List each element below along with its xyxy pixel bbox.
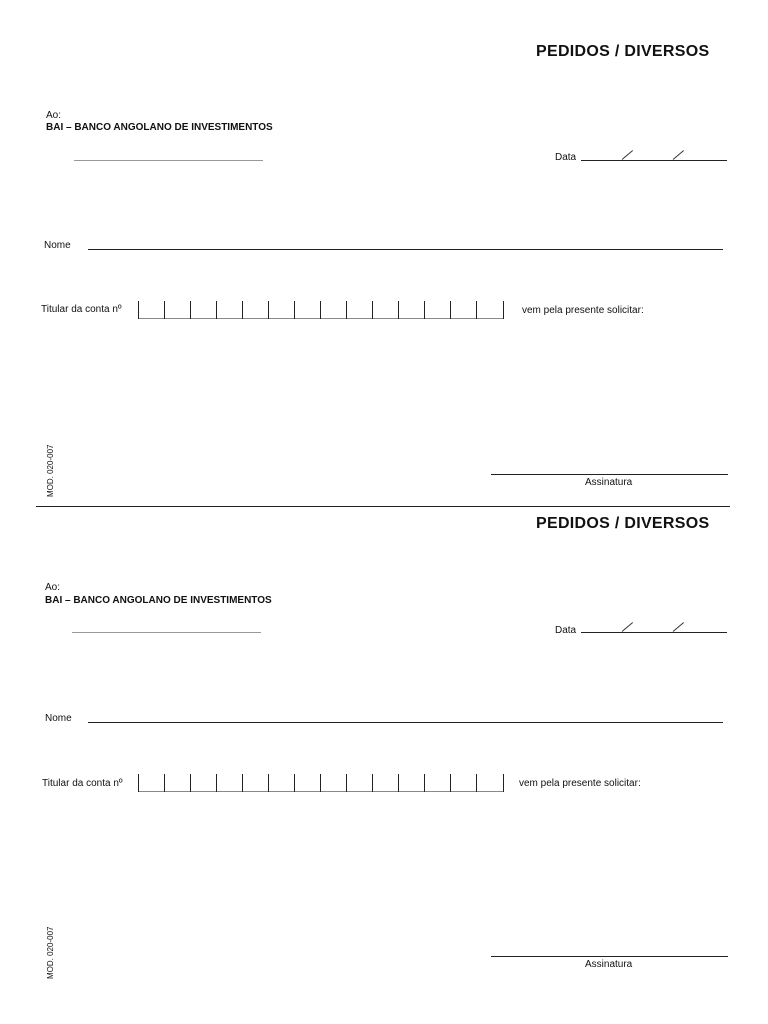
branch-line[interactable]	[72, 632, 261, 633]
date-separator-slash	[673, 622, 684, 632]
account-label: Titular da conta nº	[42, 778, 123, 789]
form-code: MOD. 020-007	[46, 444, 55, 497]
form-code: MOD. 020-007	[46, 926, 55, 979]
account-number-field[interactable]	[138, 774, 504, 792]
date-separator-slash	[673, 150, 684, 160]
signature-label: Assinatura	[585, 959, 633, 970]
request-text: vem pela presente solicitar:	[522, 305, 644, 316]
form-title: PEDIDOS / DIVERSOS	[536, 43, 710, 60]
signature-label: Assinatura	[585, 477, 633, 488]
date-field[interactable]	[581, 160, 727, 161]
bank-name: BAI – BANCO ANGOLANO DE INVESTIMENTOS	[45, 595, 272, 606]
to-label: Ao:	[45, 582, 61, 593]
date-label: Data	[555, 152, 577, 163]
bank-name: BAI – BANCO ANGOLANO DE INVESTIMENTOS	[46, 122, 273, 133]
date-separator-slash	[622, 622, 633, 632]
request-form-bottom	[0, 473, 768, 979]
name-label: Nome	[45, 713, 72, 724]
name-label: Nome	[44, 240, 71, 251]
branch-line[interactable]	[74, 160, 263, 161]
signature-line[interactable]	[491, 956, 728, 957]
account-number-field[interactable]	[138, 301, 504, 319]
date-field[interactable]	[581, 632, 727, 633]
to-label: Ao:	[46, 110, 62, 121]
account-label: Titular da conta nº	[41, 304, 122, 315]
request-text: vem pela presente solicitar:	[519, 778, 641, 789]
name-field[interactable]	[88, 722, 723, 723]
form-title: PEDIDOS / DIVERSOS	[536, 515, 710, 532]
name-field[interactable]	[88, 249, 723, 250]
date-label: Data	[555, 625, 577, 636]
date-separator-slash	[622, 150, 633, 160]
request-form-top	[0, 0, 768, 500]
